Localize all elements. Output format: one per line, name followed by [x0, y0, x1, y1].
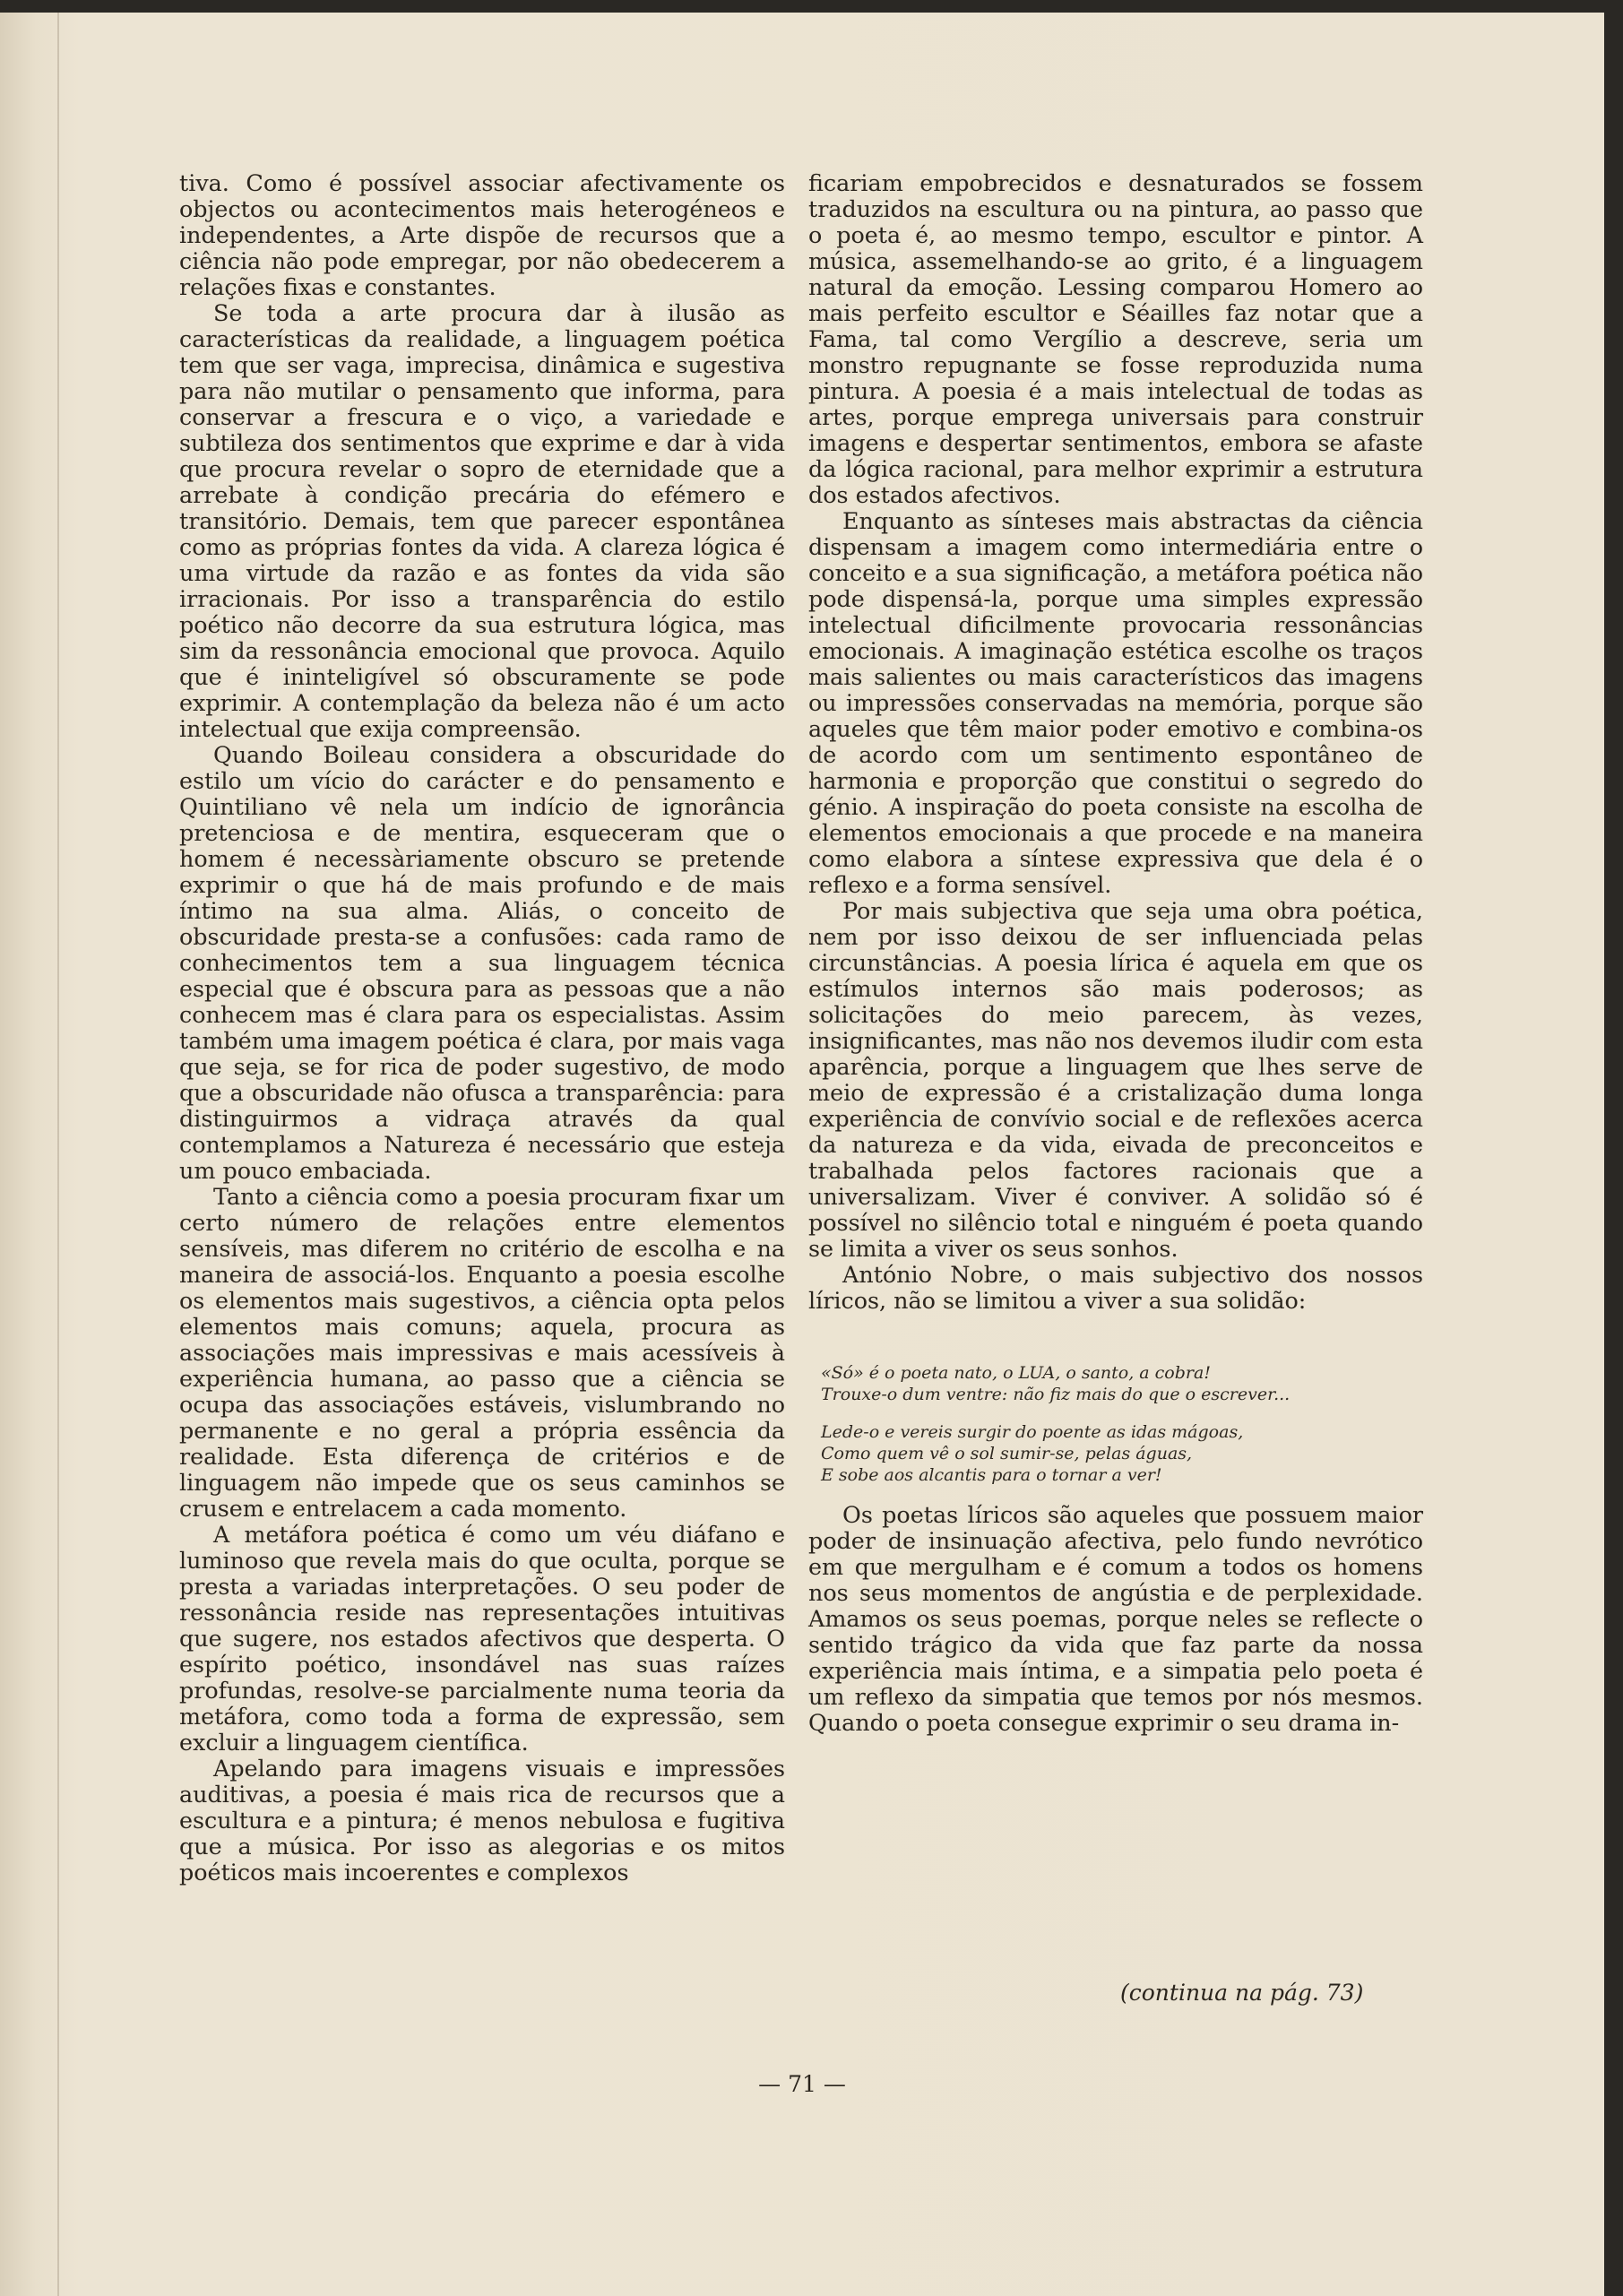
poem-line: E sobe aos alcantis para o tornar a ver!: [821, 1465, 1162, 1485]
paragraph: Apelando para imagens visuais e impressões auditivas, a poesia é mais rica de recursos que a escultura e a pintura; é menos nebulosa e fugitiva que a música. Por isso as alegorias e os mitos poéticos mais incoerentes e complexos: [179, 1755, 785, 1886]
right-column: [808, 170, 1423, 1736]
poem-line: «Só» é o poeta nato, o LUA, o santo, a cobra!: [821, 1363, 1211, 1383]
paragraph: Enquanto as sínteses mais abstractas da ciência dispensam a imagem como intermediária entre o conceito e a sua significação, a metáfora poética não pode dispensá-la, porque uma simples expressão intelectual dificilmente provocaria ressonâncias emocionais. A imaginação estética escolhe os traços mais salientes ou mais característicos das imagens ou impressões conservadas na memória, porque são aqueles que têm maior poder emotivo e combina-os de acordo com um sentimento espontâneo de harmonia e proporção que constitui o segredo do génio. A inspiração do poeta consiste na escolha de elementos emocionais a que procede e na maneira como elabora a síntese expressiva que dela é o reflexo e a forma sensível.: [808, 507, 1423, 898]
paragraph: A metáfora poética é como um véu diáfano e luminoso que revela mais do que oculta, porque se presta a variadas interpretações. O seu poder de ressonância reside nas representações intuitivas que sugere, nos estados afectivos que desperta. O espírito poético, insondável nas suas raízes profundas, resolve-se parcialmente numa teoria da metáfora, como toda a forma de expressão, sem excluir a linguagem científica.: [179, 1521, 785, 1756]
paragraph: ficariam empobrecidos e desnaturados se fossem traduzidos na escultura ou na pintura, ao passo que o poeta é, ao mesmo tempo, escultor e pintor. A música, assemelhando-se ao grito, é a linguagem natural da emoção. Lessing comparou Homero ao mais perfeito escultor e Séailles faz notar que a Fama, tal como Vergílio a descreve, seria um monstro repugnante se fosse reproduzida numa pintura. A poesia é a mais intelectual de todas as artes, porque emprega universais para construir imagens e despertar sentimentos, embora se afaste da lógica racional, para melhor exprimir a estrutura dos estados afectivos.: [808, 169, 1423, 508]
continuation-note: (continua na pág. 73): [1120, 1980, 1364, 2006]
poem-quote: [821, 1362, 1423, 1486]
poem-line: Trouxe-o dum ventre: não fiz mais do que o escrever...: [821, 1385, 1291, 1404]
poem-line: Lede-o e vereis surgir do poente as idas mágoas,: [821, 1422, 1244, 1442]
paragraph: Tanto a ciência como a poesia procuram fixar um certo número de relações entre elementos sensíveis, mas diferem no critério de escolha e na maneira de associá-los. Enquanto a poesia escolhe os elementos mais sugestivos, a ciência opta pelos elementos mais comuns; aquela, procura as associações mais impressivas e mais acessíveis à experiência humana, ao passo que a ciência se ocupa das associações estáveis, vislumbrando no permanente e no geral a própria essência da realidade. Esta diferença de critérios e de linguagem não impede que os seus caminhos se crusem e entrelacem a cada momento.: [179, 1183, 785, 1522]
paragraph: Quando Boileau considera a obscuridade do estilo um vício do carácter e do pensamento e Quintiliano vê nela um indício de ignorância pretenciosa e de mentira, esqueceram que o homem é necessàriamente obscuro se pretende exprimir o que há de mais profundo e de mais íntimo na sua alma. Aliás, o conceito de obscuridade presta-se a confusões: cada ramo de conhecimentos tem a sua linguagem técnica especial que é obscura para as pessoas que a não conhecem mas é clara para os especialistas. Assim também uma imagem poética é clara, por mais vaga que seja, se for rica de poder sugestivo, de modo que a obscuridade não ofusca a transparência: para distinguirmos a vidraça através da qual contemplamos a Natureza é necessário que esteja um pouco embaciada.: [179, 741, 785, 1184]
poem-stanza: [821, 1362, 1423, 1405]
paragraph: Se toda a arte procura dar à ilusão as características da realidade, a linguagem poética tem que ser vaga, imprecisa, dinâmica e sugestiva para não mutilar o pensamento que informa, para conservar a frescura e o viço, a variedade e subtileza dos sentimentos que exprime e dar à vida que procura revelar o sopro de eternidade que a arrebate à condição precária do efémero e transitório. Demais, tem que parecer espontânea como as próprias fontes da vida. A clareza lógica é uma virtude da razão e as fontes da vida são irracionais. Por isso a transparência do estilo poético não decorre da sua estrutura lógica, mas sim da ressonância emocional que provoca. Aquilo que é ininteligível só obscuramente se pode exprimir. A contemplação da beleza não é um acto intelectual que exija compreensão.: [179, 299, 785, 742]
paragraph: Os poetas líricos são aqueles que possuem maior poder de insinuação afectiva, pelo fundo nevrótico em que mergulham e é comum a todos os homens nos seus momentos de angústia e de perplexidade. Amamos os seus poemas, porque neles se reflecte o sentido trágico da vida que faz parte da nossa experiência mais íntima, e a simpatia pelo poeta é um reflexo da simpatia que temos por nós mesmos. Quando o poeta consegue exprimir o seu drama in-: [808, 1501, 1423, 1736]
binding-gutter: [57, 13, 59, 2296]
poem-line: Como quem vê o sol sumir-se, pelas águas,: [821, 1444, 1193, 1463]
page: [0, 13, 1604, 2296]
paragraph: Por mais subjectiva que seja uma obra poética, nem por isso deixou de ser influenciada pelas circunstâncias. A poesia lírica é aquela em que os estímulos internos são mais poderosos; as solicitações do meio parecem, às vezes, insignificantes, mas não nos devemos iludir com esta aparência, porque a linguagem que lhes serve de meio de expressão é a cristalização duma longa experiência de convívio social e de reflexões acerca da natureza e da vida, eivada de preconceitos e trabalhada pelos factores racionais que a universalizam. Viver é conviver. A solidão só é possível no silêncio total e ninguém é poeta quando se limita a viver os seus sonhos.: [808, 897, 1423, 1262]
left-column: [179, 170, 785, 1886]
page-number: — 71 —: [758, 2071, 846, 2097]
paragraph: António Nobre, o mais subjectivo dos nossos líricos, não se limitou a viver a sua solidão:: [808, 1261, 1423, 1314]
paragraph: tiva. Como é possível associar afectivamente os objectos ou acontecimentos mais heterogéneos e independentes, a Arte dispõe de recursos que a ciência não pode empregar, por não obedecerem a relações fixas e constantes.: [179, 169, 785, 300]
poem-stanza: [821, 1421, 1423, 1486]
